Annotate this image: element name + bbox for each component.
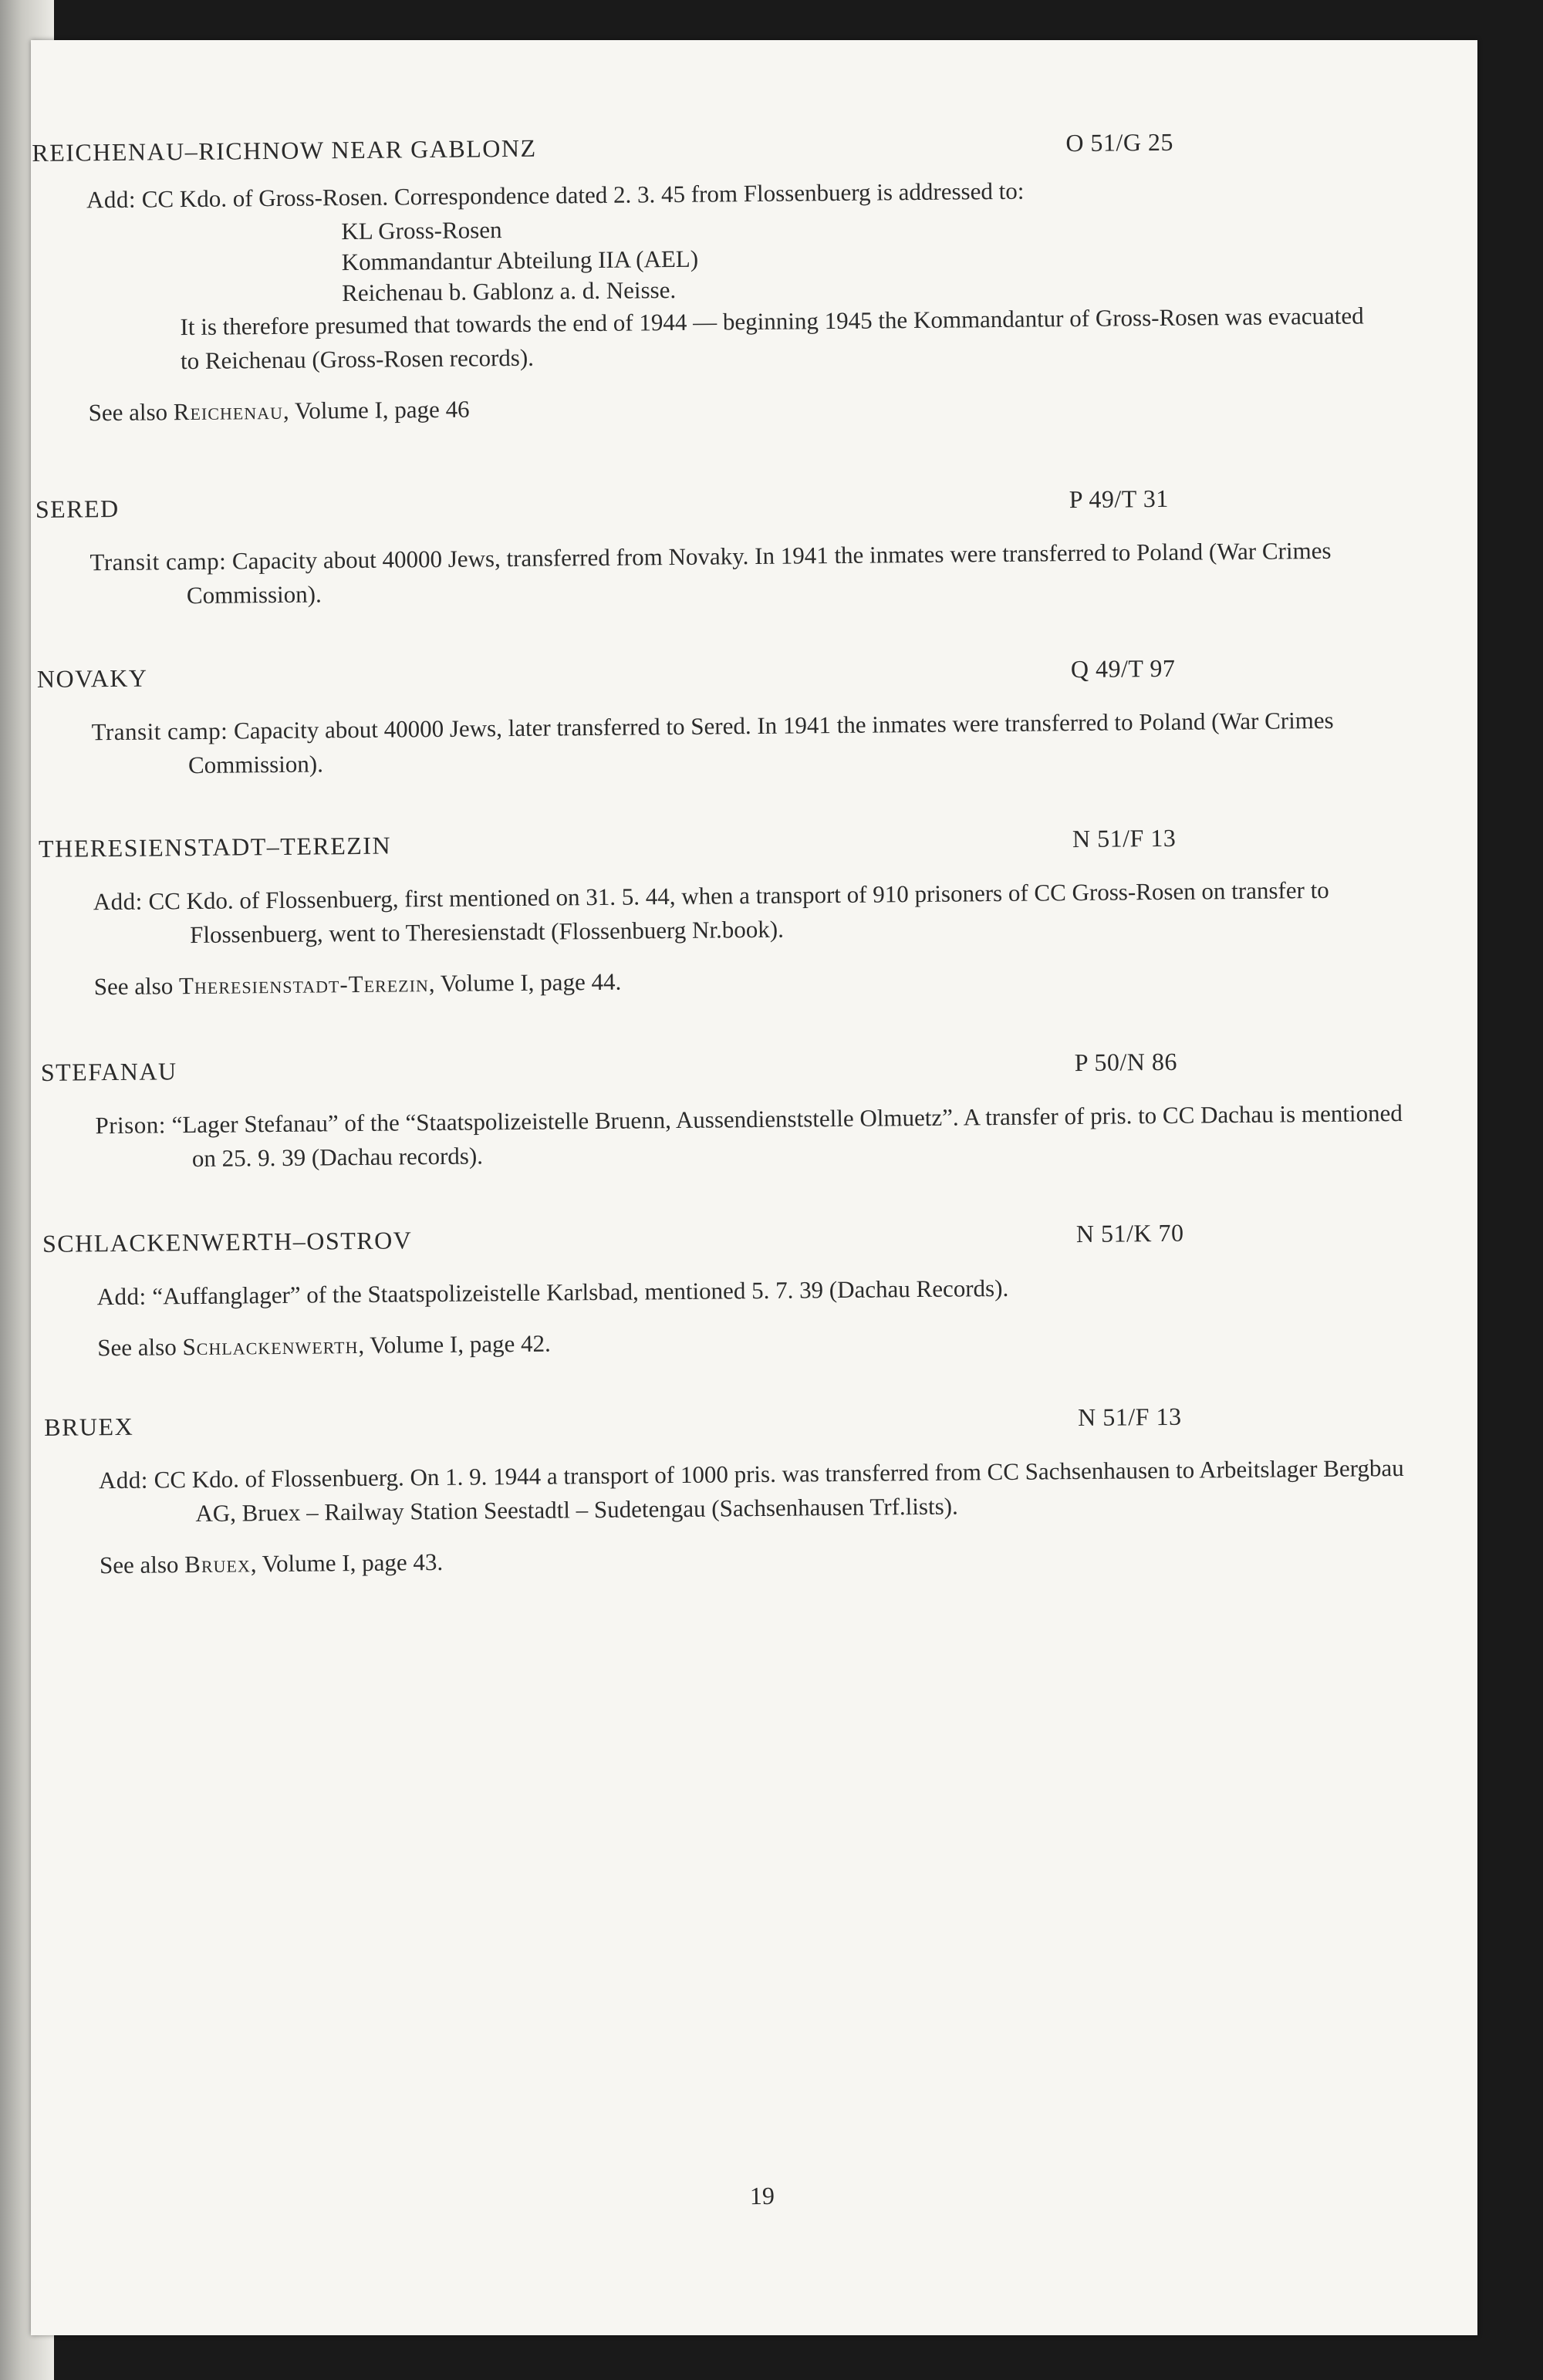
address-block [341,206,1406,309]
entry-label: Transit camp: [89,547,227,576]
see-also [97,1318,1416,1365]
see-also-suffix: , Volume I, page 44. [428,967,622,998]
map-reference: N 51/F 13 [1072,823,1177,853]
entry-text: CC Kdo. of Gross-Rosen. Correspondence dated 2. 3. 45 from Flossenbuerg is addressed to: [141,177,1025,213]
place-name: THERESIENSTADT–TEREZIN [38,831,392,863]
see-also-prefix: See also [99,1551,179,1579]
see-also-suffix: , Volume I, page 43. [250,1548,444,1578]
map-reference: N 51/F 13 [1078,1402,1182,1432]
address-line: Reichenau b. Gablonz a. d. Neisse. [341,275,677,307]
see-also-prefix: See also [93,972,174,1001]
entry-theresienstadt [39,822,1413,1004]
address-line: Kommandantur Abteilung IIA (AEL) [341,245,699,276]
address-line: KL Gross-Rosen [341,216,502,245]
entry-heading [42,1217,1416,1264]
entry-description [95,1096,1415,1176]
map-reference: P 49/T 31 [1069,484,1169,514]
page-number: 19 [749,2181,775,2210]
see-also-name: Bruex [184,1550,251,1578]
see-also-suffix: , Volume I, page 42. [358,1329,551,1359]
entry-description [89,533,1410,613]
entry-stefanau [41,1045,1415,1177]
see-also-name: Theresienstadt-Terezin [178,970,429,1000]
entry-heading [41,1045,1414,1092]
entry-text: Capacity about 40000 Jews, transferred from Novaky. In 1941 the inmates were transferred to Poland (War Crimes Commission). [186,536,1332,609]
entry-label: Add: [96,1282,147,1311]
entry-description [93,873,1413,953]
entry-label: Add: [98,1466,149,1494]
page-content [31,26,1499,2335]
entry-heading [32,126,1405,173]
entry-sered [35,482,1410,614]
document-page [31,40,1477,2335]
entry-text: “Auffanglager” of the Staatspolizeistelle Karlsbad, mentioned 5. 7. 39 (Dachau Records). [152,1274,1009,1310]
see-also-name: Schlackenwerth [182,1332,359,1361]
entry-description [96,1268,1416,1314]
entry-heading [35,482,1409,529]
map-reference: N 51/K 70 [1075,1218,1184,1248]
entry-heading [39,822,1412,869]
see-also-prefix: See also [88,398,168,427]
map-reference: P 50/N 86 [1074,1047,1178,1077]
entry-bruex [44,1400,1419,1583]
entry-note: It is therefore presumed that towards the end of 1944 — beginning 1945 the Kommandantur of Gross-Rosen was evacuated to Reichenau (Gross-Rosen records). [180,302,1364,375]
entry-text: “Lager Stefanau” of the “Staatspolizeistelle Bruenn, Aussendienststelle Olmuetz”. A transfer of pris. to CC Dachau is mentioned on 25. 9. 39 (Dachau records). [171,1099,1403,1173]
entry-schlackenwerth [42,1217,1417,1366]
entry-heading [44,1400,1417,1447]
place-name: BRUEX [44,1412,134,1441]
entry-text: CC Kdo. of Flossenbuerg, first mentioned on 31. 5. 44, when a transport of 910 prisoners of CC Gross-Rosen on transfer to Flossenbuerg, went to Theresienstadt (Flossenbuerg Nr.book). [148,876,1329,949]
map-reference: Q 49/T 97 [1070,653,1176,684]
entry-heading [37,652,1410,699]
entry-reichenau [32,126,1408,430]
entry-label: Prison: [95,1111,167,1139]
place-name: SERED [35,494,120,523]
place-name: REICHENAU–RICHNOW NEAR GABLONZ [32,133,537,167]
entry-description [99,1451,1419,1531]
see-also [94,957,1413,1004]
entry-text: Capacity about 40000 Jews, later transferred to Sered. In 1941 the inmates were transferred to Poland (War Crimes Commission). [187,706,1334,779]
see-also-suffix: , Volume I, page 46 [282,395,470,424]
map-reference: O 51/G 25 [1065,127,1174,157]
entry-novaky [37,652,1411,784]
place-name: NOVAKY [36,663,148,693]
entry-label: Transit camp: [91,717,228,746]
place-name: SCHLACKENWERTH–OSTROV [42,1226,413,1258]
entry-label: Add: [93,887,143,916]
see-also [100,1536,1419,1582]
entry-label: Add: [86,185,137,214]
place-name: STEFANAU [40,1057,177,1086]
see-also-name: Reichenau [173,397,284,426]
see-also-prefix: See also [97,1333,177,1362]
entry-description [91,703,1411,783]
entry-text: CC Kdo. of Flossenbuerg. On 1. 9. 1944 a transport of 1000 pris. was transferred from CC Sachsenhausen to Arbeitslager Bergbau AG, Bruex – Railway Station Seestadtl – Sudetengau (Sachsenhausen Trf.lists). [154,1454,1404,1528]
see-also [88,383,1407,430]
